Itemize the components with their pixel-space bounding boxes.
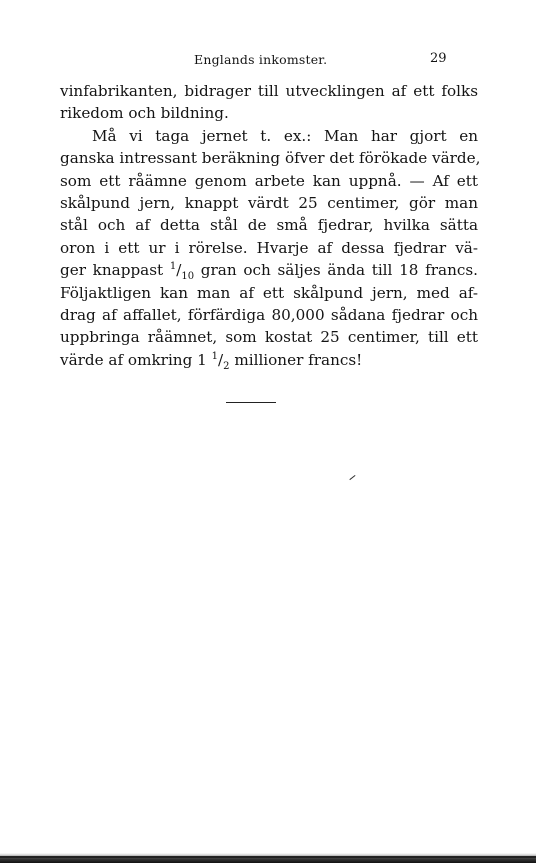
fraction-numerator: 1 (211, 350, 218, 362)
text-line: vinfabrikanten, bidrager till utvecklingen af ett folks (60, 82, 478, 100)
fraction-numerator: 1 (169, 261, 177, 273)
fraction-slash: / (218, 350, 224, 369)
text-line-fraction (60, 349, 478, 371)
text-line: Följaktligen kan man af ett skålpund jern, med af- (60, 283, 478, 302)
running-head (56, 52, 480, 72)
text-line: oron i ett ur i rörelse. Hvarje af dessa fjedrar vä- (60, 238, 478, 257)
text-line-fraction (60, 259, 478, 281)
text-segment: ger knappast (60, 261, 170, 280)
page-number: 29 (430, 51, 447, 66)
text-line: som ett råämne genom arbete kan uppnå. — Af ett (60, 171, 478, 190)
scan-bottom-line (0, 856, 536, 858)
text-line: Må vi taga jernet t. ex.: Man har gjort en (92, 126, 478, 145)
fraction-denominator: 10 (181, 271, 195, 283)
text-line: uppbringa råämnet, som kostat 25 centimer, till ett (60, 328, 478, 347)
section-end-rule (226, 402, 276, 403)
running-title: Englands inkomster. (194, 52, 328, 67)
text-line: skålpund jern, knappt värdt 25 centimer, gör man (60, 193, 478, 212)
text-line: stål och af detta stål de små fjedrar, hvilka sätta (60, 216, 478, 235)
text-line: ganska intressant beräkning öfver det förökade värde, (60, 149, 481, 168)
fraction-denominator: 2 (223, 360, 230, 372)
text-segment: millioner francs! (229, 350, 363, 369)
body-text (60, 80, 481, 372)
text-line: rikedom och bildning. (60, 104, 229, 123)
ink-mark (349, 475, 355, 480)
text-segment: gran och säljes ända till 18 francs. (194, 261, 478, 280)
text-line: drag af affallet, förfärdiga 80,000 sådana fjedrar och (60, 305, 478, 324)
fraction-slash: / (176, 261, 182, 280)
text-segment: värde af omkring 1 (60, 350, 212, 369)
scan-bottom-edge (0, 853, 536, 863)
